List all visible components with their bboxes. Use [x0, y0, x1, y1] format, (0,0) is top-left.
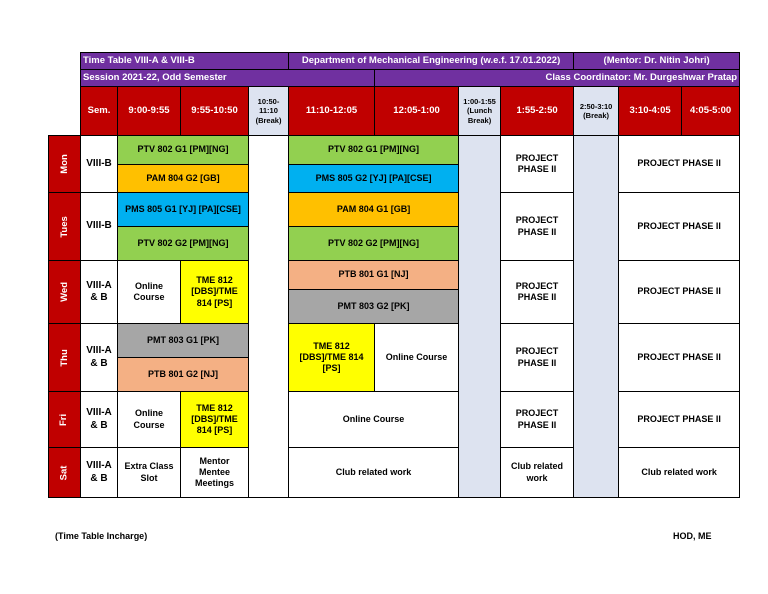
sem-thu: VIII-A & B: [81, 324, 118, 392]
col-slot4: 12:05-1:00: [375, 87, 459, 136]
wed-slot2: TME 812 [DBS]/TME 814 [PS]: [181, 261, 249, 324]
title: Time Table VIII-A & VIII-B: [81, 53, 289, 70]
corner-blank: [49, 53, 81, 70]
day-thu: Thu: [49, 324, 81, 392]
thu-slot1a: PMT 803 G1 [PK]: [118, 324, 249, 358]
mon-slot1a: PTV 802 G1 [PM][NG]: [118, 136, 249, 165]
fri-after: PROJECT PHASE II: [501, 392, 574, 448]
mon-slot2b: PMS 805 G2 [YJ] [PA][CSE]: [289, 165, 459, 193]
sat-mid: Club related work: [289, 448, 459, 498]
col-slot6: 3:10-4:05: [619, 87, 682, 136]
day-tue: Tues: [49, 193, 81, 261]
thu-late: PROJECT PHASE II: [619, 324, 740, 392]
wed-after: PROJECT PHASE II: [501, 261, 574, 324]
tue-after: PROJECT PHASE II: [501, 193, 574, 261]
col-lunch: 1:00-1:55 (Lunch Break): [459, 87, 501, 136]
fri-slot1: Online Course: [118, 392, 181, 448]
col-slot5: 1:55-2:50: [501, 87, 574, 136]
fri-late: PROJECT PHASE II: [619, 392, 740, 448]
thu-slot1b: PTB 801 G2 [NJ]: [118, 358, 249, 392]
wed-slot1: Online Course: [118, 261, 181, 324]
footer-incharge: (Time Table Incharge): [55, 531, 148, 541]
wed-slot2a: PTB 801 G1 [NJ]: [289, 261, 459, 290]
session: Session 2021-22, Odd Semester: [81, 70, 375, 87]
col-break2: 2:50-3:10 (Break): [574, 87, 619, 136]
col-slot3: 11:10-12:05: [289, 87, 375, 136]
wed-slot2b: PMT 803 G2 [PK]: [289, 290, 459, 324]
mentor: (Mentor: Dr. Nitin Johri): [574, 53, 740, 70]
thu-slot4: Online Course: [375, 324, 459, 392]
day-fri: Fri: [49, 392, 81, 448]
lunch-column: [459, 136, 501, 498]
wed-late: PROJECT PHASE II: [619, 261, 740, 324]
col-slot7: 4:05-5:00: [682, 87, 740, 136]
sem-wed: VIII-A & B: [81, 261, 118, 324]
sat-late: Club related work: [619, 448, 740, 498]
mon-after: PROJECT PHASE II: [501, 136, 574, 193]
sat-after: Club related work: [501, 448, 574, 498]
day-mon: Mon: [49, 136, 81, 193]
break2-column: [574, 136, 619, 498]
sat-slot1: Extra Class Slot: [118, 448, 181, 498]
department: Department of Mechanical Engineering (w.e.f. 17.01.2022): [289, 53, 574, 70]
sem-mon: VIII-B: [81, 136, 118, 193]
thu-slot3: TME 812 [DBS]/TME 814 [PS]: [289, 324, 375, 392]
timetable: [48, 52, 740, 498]
sem-sat: VIII-A & B: [81, 448, 118, 498]
fri-mid: Online Course: [289, 392, 459, 448]
tue-late: PROJECT PHASE II: [619, 193, 740, 261]
mon-late: PROJECT PHASE II: [619, 136, 740, 193]
col-sem: Sem.: [81, 87, 118, 136]
day-sat: Sat: [49, 448, 81, 498]
footer-hod: HOD, ME: [673, 531, 712, 541]
mon-slot2a: PTV 802 G1 [PM][NG]: [289, 136, 459, 165]
corner-blank-3: [49, 87, 81, 136]
tue-slot1b: PTV 802 G2 [PM][NG]: [118, 227, 249, 261]
col-slot1: 9:00-9:55: [118, 87, 181, 136]
coordinator: Class Coordinator: Mr. Durgeshwar Pratap: [375, 70, 740, 87]
tue-slot2b: PTV 802 G2 [PM][NG]: [289, 227, 459, 261]
corner-blank-2: [49, 70, 81, 87]
col-slot2: 9:55-10:50: [181, 87, 249, 136]
break1-column: [249, 136, 289, 498]
day-wed: Wed: [49, 261, 81, 324]
tue-slot1a: PMS 805 G1 [YJ] [PA][CSE]: [118, 193, 249, 227]
thu-after: PROJECT PHASE II: [501, 324, 574, 392]
tue-slot2a: PAM 804 G1 [GB]: [289, 193, 459, 227]
sem-fri: VIII-A & B: [81, 392, 118, 448]
col-break1: 10:50-11:10 (Break): [249, 87, 289, 136]
sat-slot2: Mentor Mentee Meetings: [181, 448, 249, 498]
mon-slot1b: PAM 804 G2 [GB]: [118, 165, 249, 193]
fri-slot2: TME 812 [DBS]/TME 814 [PS]: [181, 392, 249, 448]
sem-tue: VIII-B: [81, 193, 118, 261]
